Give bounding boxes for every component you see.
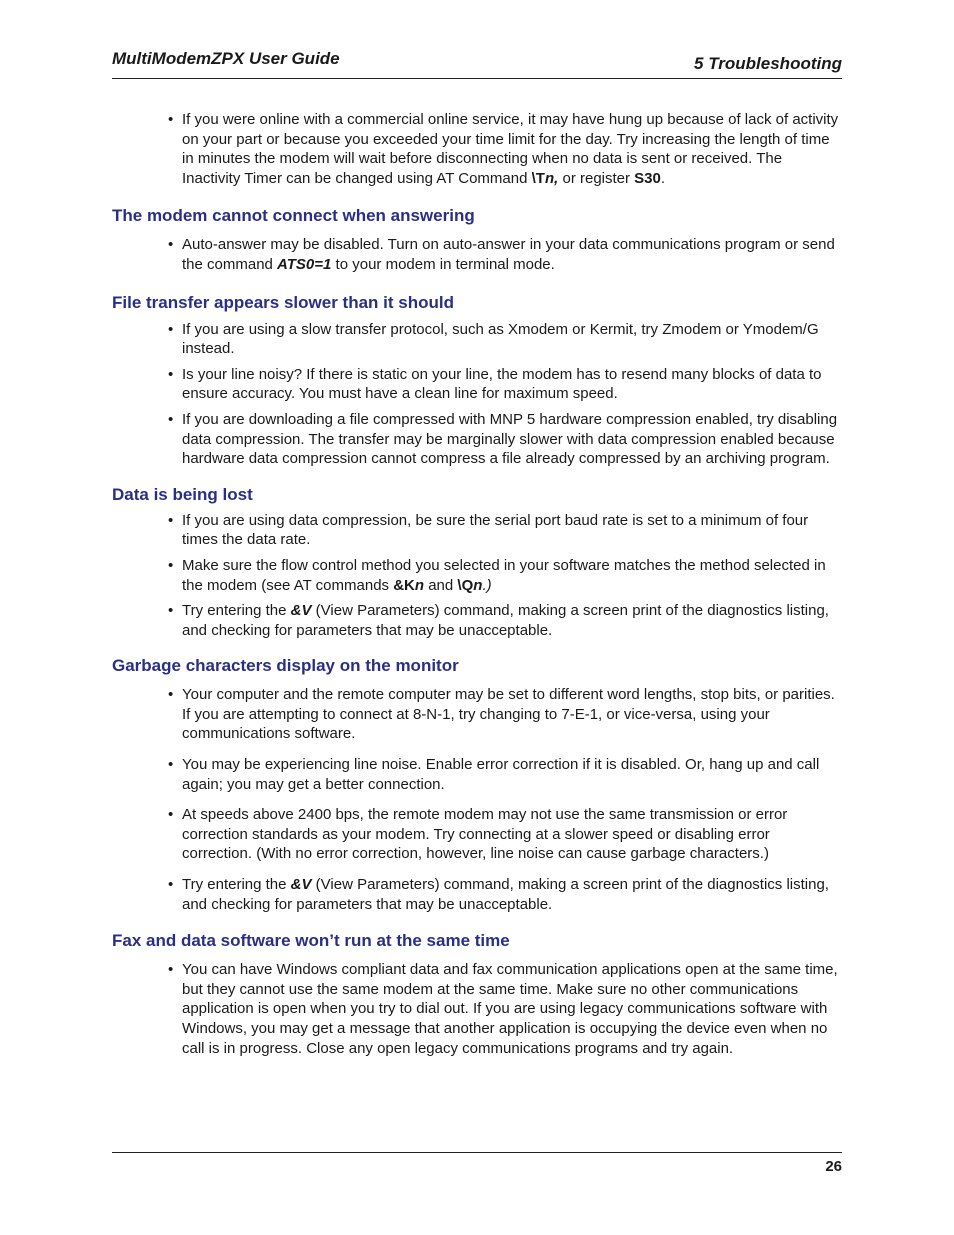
- list-item: • You may be experiencing line noise. Enable error correction if it is disabled. Or, hang up and call again; you may get a better connection.: [112, 755, 842, 794]
- list-item: • Is your line noisy? If there is static on your line, the modem has to resend many blocks of data to ensure accuracy. You must have a clean line for maximum speed.: [112, 365, 842, 404]
- header-chapter: 5 Troubleshooting: [694, 54, 842, 73]
- list-item: • Your computer and the remote computer may be set to different word lengths, stop bits, or parities. If you are attempting to connect at 8-N-1, try changing to 7-E-1, or vice-versa, using your communications software.: [112, 685, 842, 744]
- intro-list: [112, 110, 842, 188]
- section-list: [112, 960, 842, 1058]
- section-heading-file-transfer-slow: File transfer appears slower than it should: [112, 292, 454, 312]
- list-item: • If you are using data compression, be sure the serial port baud rate is set to a minimum of four times the data rate.: [112, 511, 842, 550]
- command-param: n: [473, 576, 483, 594]
- section-list: [112, 320, 842, 469]
- list-item: • If you are using a slow transfer protocol, such as Xmodem or Kermit, try Zmodem or Ymodem/G instead.: [112, 320, 842, 359]
- section-list: [112, 235, 842, 274]
- page-number: 26: [825, 1158, 842, 1175]
- footer-divider: [112, 1152, 842, 1153]
- list-item: • Make sure the flow control method you selected in your software matches the method selected in the modem (see AT commands &Kn and \Qn.): [112, 556, 842, 595]
- list-item: • If you are downloading a file compressed with MNP 5 hardware compression enabled, try disabling data compression. The transfer may be marginally slower with data compression enabled because hardware data compression cannot compress a file already compressed by an archiving program.: [112, 410, 842, 469]
- section-heading-data-lost: Data is being lost: [112, 484, 253, 504]
- list-item: • Try entering the &V (View Parameters) command, making a screen print of the diagnostics listing, and checking for parameters that may be unacceptable.: [112, 601, 842, 640]
- section-heading-garbage-characters: Garbage characters display on the monitor: [112, 656, 459, 676]
- header-divider: [112, 78, 842, 79]
- command-text: &K: [393, 576, 415, 594]
- section-list: [112, 511, 842, 641]
- section-heading-fax-data-software: Fax and data software won’t run at the same time: [112, 931, 510, 951]
- list-item: • Auto-answer may be disabled. Turn on auto-answer in your data communications program or send the command ATS0=1 to your modem in terminal mode.: [112, 235, 842, 274]
- section-list: [112, 685, 842, 914]
- list-item: • At speeds above 2400 bps, the remote modem may not use the same transmission or error correction standards as your modem. Try connecting at a slower speed or disabling error correction. (With no error correction, however, line noise can cause garbage characters.): [112, 805, 842, 864]
- list-item: • Try entering the &V (View Parameters) command, making a screen print of the diagnostics listing, and checking for parameters that may be unacceptable.: [112, 875, 842, 914]
- command-text: \T: [531, 169, 545, 187]
- command-text: \Q: [457, 576, 474, 594]
- command-param: n,: [544, 169, 559, 187]
- command-text: &V: [290, 602, 312, 620]
- list-item: • If you were online with a commercial online service, it may have hung up because of lack of activity on your part or because you exceeded your time limit for the day. Try increasing the length of time in minutes the modem will wait before disconnecting when no data is sent or received. The Inactivity Timer can be changed using AT Command \Tn, or register S30.: [112, 110, 842, 188]
- list-item: • You can have Windows compliant data and fax communication applications open at the same time, but they cannot use the same modem at the same time. Make sure no other communications application is open when you try to dial out. If you are using legacy communications software with Windows, you may get a message that another application is occupying the device even when no call is in progress. Close any open legacy communications programs and try again.: [112, 960, 842, 1058]
- command-text: &V: [290, 876, 312, 894]
- header-title: MultiModemZPX User Guide: [112, 49, 340, 68]
- command-param: n: [414, 576, 425, 594]
- page-content: [112, 110, 842, 1058]
- command-text: ATS0=1: [277, 255, 332, 273]
- section-heading-modem-cannot-connect: The modem cannot connect when answering: [112, 206, 475, 226]
- register-text: S30: [634, 169, 661, 187]
